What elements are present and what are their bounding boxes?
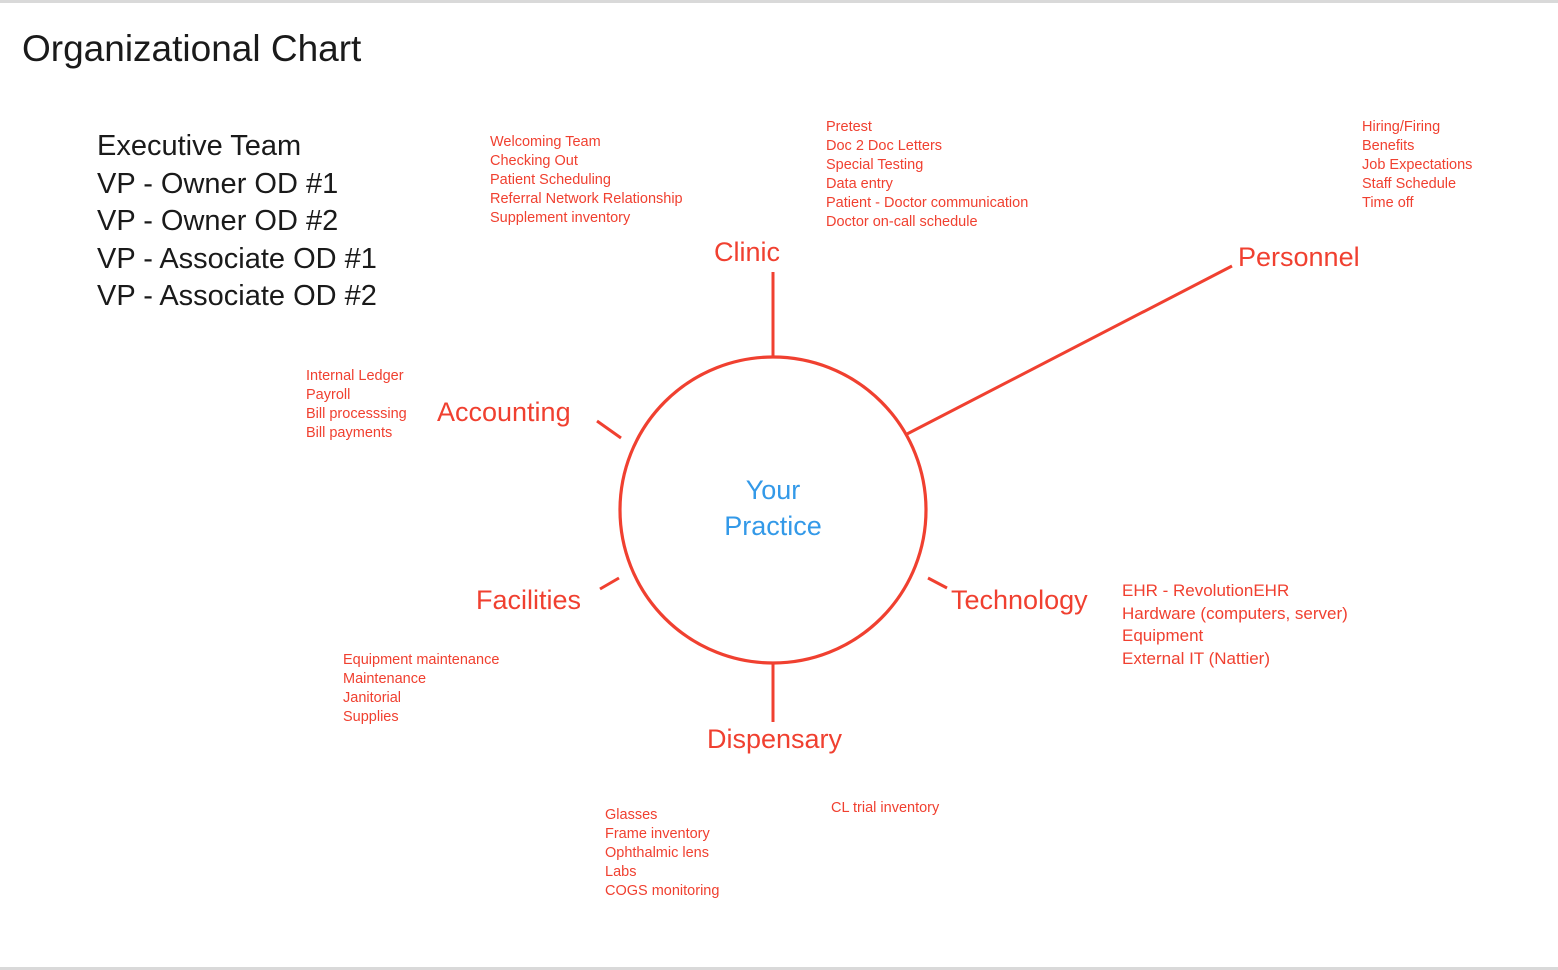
detail-item: Checking Out [490,153,578,169]
detail-item: Doctor on-call schedule [826,214,978,230]
detail-item: External IT (Nattier) [1122,648,1271,668]
detail-item: Hiring/Firing [1362,119,1441,135]
detail-item: Staff Schedule [1362,176,1457,192]
executive-team-member: VP - Owner OD #1 [97,167,339,200]
branch-label-technology[interactable]: Technology [951,585,1088,615]
executive-team-member: VP - Associate OD #1 [97,242,377,275]
detail-item: Job Expectations [1362,157,1473,173]
detail-item: Glasses [605,807,658,823]
detail-list-facilities [343,651,499,727]
detail-item: Equipment maintenance [343,652,500,668]
detail-item: Equipment [1122,626,1204,645]
detail-list-accounting [306,367,407,443]
detail-item: Bill payments [306,425,393,441]
detail-item: Welcoming Team [490,134,601,150]
detail-list-clinic [490,133,683,228]
detail-item: Supplies [343,709,399,725]
detail-item: Special Testing [826,157,924,173]
detail-list-dispensary [605,806,719,901]
spoke-personnel [907,266,1232,434]
detail-item: Bill processsing [306,406,407,422]
detail-item: Frame inventory [605,826,710,842]
spoke-facilities [600,578,619,589]
detail-item: Data entry [826,176,893,192]
detail-item: Supplement inventory [490,210,631,226]
detail-item: Payroll [306,387,351,403]
detail-item: Time off [1362,195,1414,211]
detail-item: Patient Scheduling [490,172,611,188]
branch-label-accounting[interactable]: Accounting [437,397,571,427]
branch-label-facilities[interactable]: Facilities [476,585,582,615]
detail-item: Ophthalmic lens [605,845,709,861]
detail-item: Labs [605,864,637,880]
hub-label-line1: Your [745,475,801,505]
detail-list-personnel [1362,118,1472,213]
detail-item: COGS monitoring [605,883,720,899]
detail-item: EHR - RevolutionEHR [1122,581,1290,600]
executive-team-heading: Executive Team [97,130,302,162]
detail-item: Maintenance [343,671,427,687]
detail-item: Referral Network Relationship [490,191,683,207]
branch-label-personnel[interactable]: Personnel [1238,242,1360,272]
executive-team-member: VP - Owner OD #2 [97,205,339,237]
branch-label-clinic[interactable]: Clinic [714,237,781,267]
detail-item: Janitorial [343,690,402,706]
page-title: Organizational Chart [22,28,362,69]
hub-label-line2: Practice [724,511,822,541]
detail-item: Pretest [826,119,872,135]
detail-item: CL trial inventory [831,800,940,816]
spoke-accounting [597,421,621,438]
detail-list-clinic-extra [826,118,1028,232]
spoke-technology [928,578,947,588]
detail-list-dispensary-extra [831,799,939,818]
detail-item: Hardware (computers, server) [1122,603,1348,623]
detail-item: Doc 2 Doc Letters [826,138,943,154]
executive-team-member: VP - Associate OD #2 [97,280,377,312]
detail-item: Internal Ledger [306,368,404,384]
detail-list-technology [1122,580,1348,670]
detail-item: Patient - Doctor communication [826,195,1029,211]
detail-item: Benefits [1362,138,1415,154]
hub-label [653,472,893,544]
branch-label-dispensary[interactable]: Dispensary [707,724,843,754]
